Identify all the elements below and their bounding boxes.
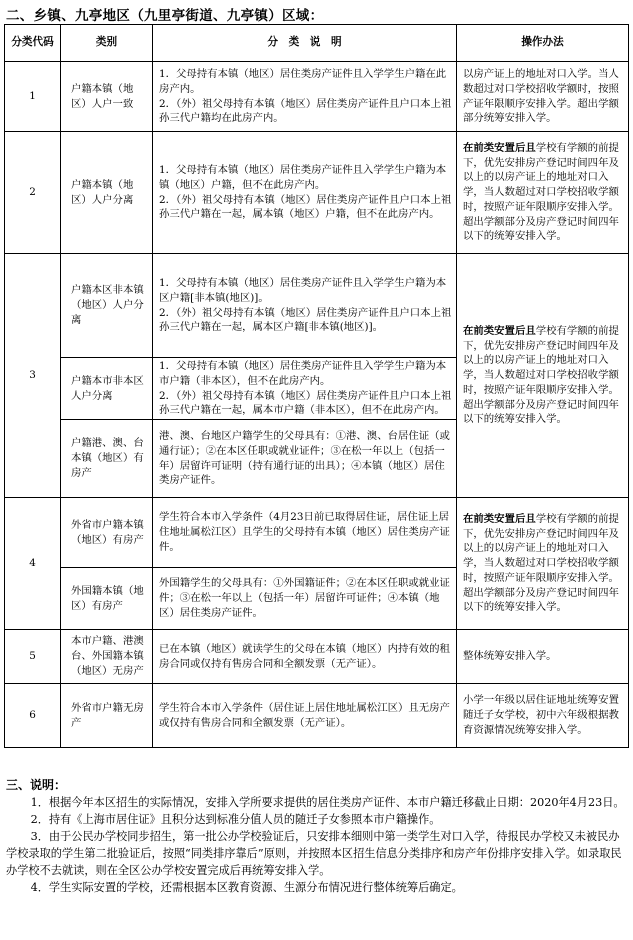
operation-text: 学校有学额的前提下，优先安排房产登记时间四年及以上的以房产证上的地址对口入学，当人数超过对口学校招收学额时，按照产证年限顺序安排入学。超出学额部分及房产登记时间四年以下的统筹安排入学。 <box>463 324 619 426</box>
category-code: 6 <box>5 684 61 748</box>
header-code: 分类代码 <box>5 25 61 62</box>
operation-lead: 在前类安置后且 <box>463 512 536 525</box>
header-category: 类别 <box>61 25 153 62</box>
admission-table <box>4 24 629 748</box>
table-row <box>5 254 629 358</box>
description-line: 1．父母持有本镇（地区）居住类房产证件且入学学生户籍为本镇（地区）户籍，但不在此房产内。 <box>159 163 447 191</box>
category-description <box>153 254 457 358</box>
operation-method <box>457 254 629 498</box>
operation-method <box>457 62 629 132</box>
category-name: 外国籍本镇（地区）有房产 <box>61 568 153 630</box>
table-row <box>5 132 629 254</box>
category-name: 户籍本区非本镇（地区）人户分离 <box>61 254 153 358</box>
category-description <box>153 358 457 420</box>
description-line: 1．父母持有本镇（地区）居住类房产证件且入学学生户籍为本区户籍[非本镇(地区)]。 <box>159 276 447 304</box>
operation-text: 小学一年级以居住证地址统筹安置随迁子女学校，初中六年级根据教育资源情况统筹安排入学。 <box>463 694 619 736</box>
note-item: 2．持有《上海市居住证》且积分达到标准分值人员的随迁子女参照本市户籍操作。 <box>30 813 441 827</box>
note-item: 1．根据今年本区招生的实际情况，安排入学所要求提供的居住类房产证件、本市户籍迁移截止日期：2020年4月23日。 <box>30 796 625 810</box>
category-description <box>153 132 457 254</box>
category-name: 外省市户籍无房产 <box>61 684 153 748</box>
table-row <box>5 630 629 684</box>
category-code: 5 <box>5 630 61 684</box>
category-name: 本市户籍、港澳台、外国籍本镇（地区）无房产 <box>61 630 153 684</box>
table-row <box>5 62 629 132</box>
category-code: 4 <box>5 498 61 630</box>
category-code: 3 <box>5 254 61 498</box>
header-description: 分 类 说 明 <box>153 25 457 62</box>
description-line: 2．（外）祖父母持有本镇（地区）居住类房产证件且户口本上祖孙三代户籍在一起，属本市户籍（非本区），但不在此房产内。 <box>159 389 452 417</box>
table-body <box>5 62 629 748</box>
note-item: 3．由于公民办学校同步招生，第一批公办学校验证后，只安排本细则中第一类学生对口入学，待报民办学校又未被民办学校录取的学生第二批验证后，按照“同类排序靠后”原则，并按照本区招生信息分类排序和房产年份排序安排入学。如录取民办学校不去就读，则在全区公办学校安置完成后再统筹安排入学。 <box>6 830 622 878</box>
category-description <box>153 568 457 630</box>
table-header-row <box>5 25 629 62</box>
operation-method <box>457 630 629 684</box>
category-description <box>153 498 457 568</box>
description-line: 1．父母持有本镇（地区）居住类房产证件且入学学生户籍在此房产内。 <box>159 67 447 95</box>
operation-text: 学校有学额的前提下，优先安排房产登记时间四年及以上的以房产证上的地址对口入学，当人数超过对口学校招收学额时，按照产证年限顺序安排入学。超出学额部分及房产登记时间四年以下的统筹安排入学。 <box>463 141 619 243</box>
table-row <box>5 498 629 568</box>
notes-list <box>6 794 626 896</box>
category-description <box>153 630 457 684</box>
operation-text: 学校有学额的前提下，优先安排房产登记时间四年及以上的以房产证上的地址对口入学，当人数超过对口学校招收学额时，按照产证年限顺序安排入学。超出学额部分及房产登记时间四年以下的统筹安排入学。 <box>463 512 619 614</box>
operation-text: 以房产证上的地址对口入学。当人数超过对口学校招收学额时，按照产证年限顺序安排入学。超出学额部分统筹安排入学。 <box>463 67 619 125</box>
category-description <box>153 420 457 498</box>
category-name: 户籍港、澳、台本镇（地区）有房产 <box>61 420 153 498</box>
description-line: 外国籍学生的父母具有：①外国籍证件；②在本区任职或就业证件；③在松一年以上（包括一年）居留许可证件；④本镇（地区）居住类房产证件。 <box>159 577 450 619</box>
operation-lead: 在前类安置后且 <box>463 141 536 154</box>
category-code: 2 <box>5 132 61 254</box>
description-line: 已在本镇（地区）就读学生的父母在本镇（地区）内持有效的租房合同或仅持有售房合同和全额发票（无产证）。 <box>159 642 450 670</box>
notes-title: 三、说明： <box>6 778 67 792</box>
category-code: 1 <box>5 62 61 132</box>
operation-text: 整体统筹安排入学。 <box>463 650 557 663</box>
description-line: 学生符合本市入学条件（4月23日前已取得居住证，居住证上居住地址属松江区）且学生的父母持有本镇（地区）居住类房产证件。 <box>159 511 450 553</box>
notes-section <box>6 776 626 896</box>
operation-method <box>457 498 629 630</box>
category-description <box>153 684 457 748</box>
description-line: 2．（外）祖父母持有本镇（地区）居住类房产证件且户口本上祖孙三代户籍在一起，属本镇（地区）户籍，但不在此房产内。 <box>159 193 452 221</box>
operation-method <box>457 684 629 748</box>
description-line: 学生符合本市入学条件（居住证上居住地址属松江区）且无房产或仅持有售房合同和全额发票（无产证）。 <box>159 701 450 729</box>
category-name: 户籍本市非本区人户分离 <box>61 358 153 420</box>
category-name: 外省市户籍本镇（地区）有房产 <box>61 498 153 568</box>
operation-method <box>457 132 629 254</box>
category-name: 户籍本镇（地区）人户一致 <box>61 62 153 132</box>
section-heading: 二、乡镇、九亭地区（九里亭街道、九亭镇）区域： <box>6 8 324 24</box>
category-name: 户籍本镇（地区）人户分离 <box>61 132 153 254</box>
description-line: 2．（外）祖父母持有本镇（地区）居住类房产证件且户口本上祖孙三代户籍均在此房产内。 <box>159 97 452 125</box>
header-operation: 操作办法 <box>457 25 629 62</box>
table-row <box>5 684 629 748</box>
category-description <box>153 62 457 132</box>
description-line: 2．（外）祖父母持有本镇（地区）居住类房产证件且户口本上祖孙三代户籍在一起，属本区户籍[非本镇(地区)]。 <box>159 306 452 334</box>
operation-lead: 在前类安置后且 <box>463 324 536 337</box>
note-item: 4．学生实际安置的学校，还需根据本区教育资源、生源分布情况进行整体统筹后确定。 <box>30 881 463 895</box>
description-line: 港、澳、台地区户籍学生的父母具有：①港、澳、台居住证（或通行证）；②在本区任职或就业证件；③在松一年以上（包括一年）居留许可证明（持有通行证的出具）；④本镇（地区）居住类房产证件。 <box>159 430 450 487</box>
description-line: 1．父母持有本镇（地区）居住类房产证件且入学学生户籍为本市户籍（非本区），但不在此房产内。 <box>159 360 447 387</box>
